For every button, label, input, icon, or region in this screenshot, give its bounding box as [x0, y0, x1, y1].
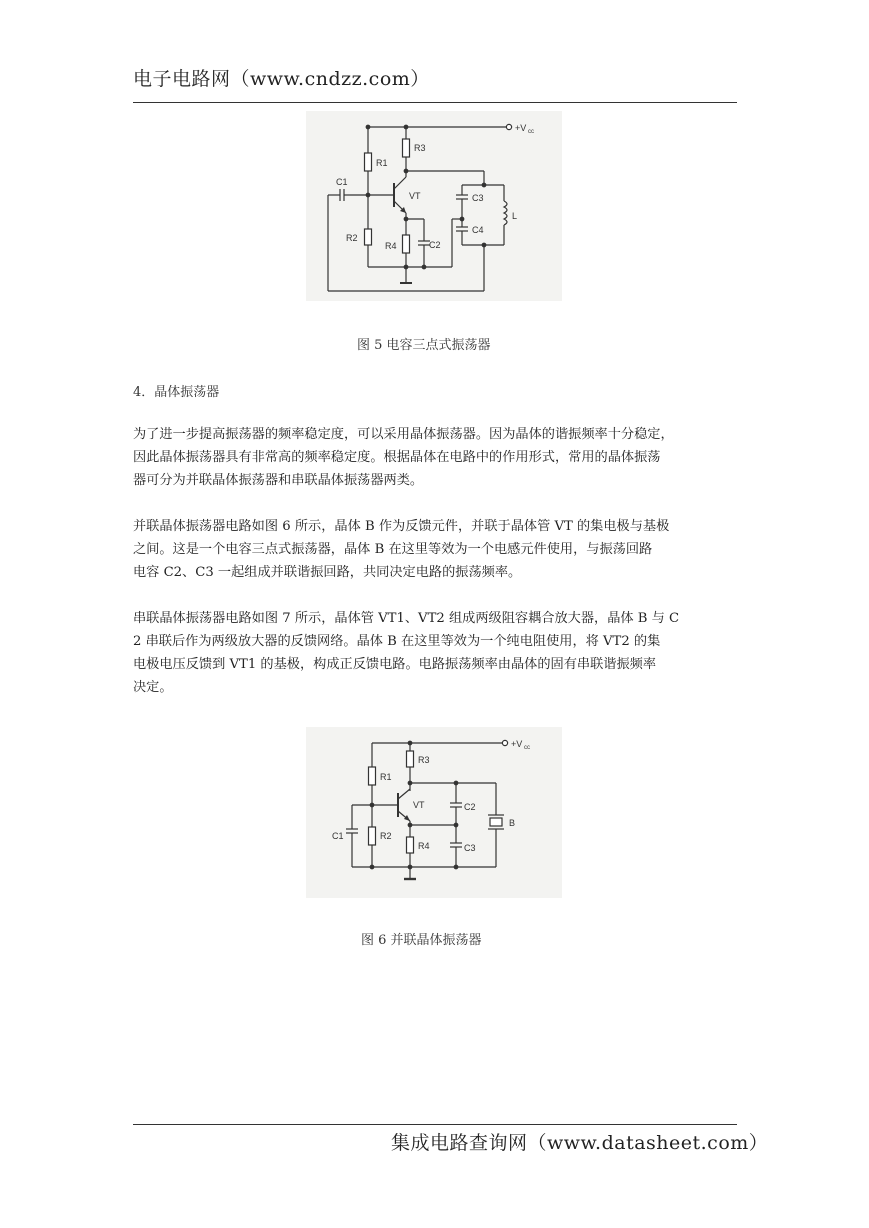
- figure-6-caption: 图 6 并联晶体振荡器: [361, 933, 482, 948]
- fig6-c1-label: C1: [332, 831, 344, 841]
- fig6-c2-label: C2: [464, 802, 476, 812]
- fig5-r4-label: R4: [385, 241, 397, 251]
- page-header: 电子电路网（www.cndzz.com）: [133, 68, 430, 90]
- fig6-r1-label: R1: [380, 772, 392, 782]
- fig5-r3-label: R3: [414, 143, 426, 153]
- fig5-r2-label: R2: [346, 233, 358, 243]
- paragraph-line: 为了进一步提高振荡器的频率稳定度，可以采用晶体振荡器。因为晶体的谐振频率十分稳定，: [133, 427, 674, 442]
- section-heading: 4．晶体振荡器: [133, 385, 220, 400]
- fig5-vt-label: VT: [409, 191, 421, 201]
- paragraph-line: 串联晶体振荡器电路如图 7 所示，晶体管 VT1、VT2 组成两级阻容耦合放大器，晶体 B 与 C: [133, 611, 680, 626]
- paragraph-1: [133, 423, 739, 492]
- figure-6-circuit: [306, 727, 562, 898]
- paragraph-line: 并联晶体振荡器电路如图 6 所示，晶体 B 作为反馈元件，并联于晶体管 VT 的集电极与基极: [133, 519, 670, 534]
- fig6-b-label: B: [509, 818, 516, 828]
- fig6-r4-label: R4: [418, 841, 430, 851]
- figure-5-circuit: [306, 111, 562, 301]
- paragraph-line: 2 串联后作为两级放大器的反馈网络。晶体 B 在这里等效为一个纯电阻使用，将 VT2 的集: [133, 634, 661, 649]
- fig6-c3-label: C3: [464, 843, 476, 853]
- fig6-r3-label: R3: [418, 755, 430, 765]
- footer-rule: [133, 1124, 737, 1125]
- fig6-vcc-sub: cc: [524, 745, 530, 751]
- fig5-c1-label: C1: [336, 177, 348, 187]
- paragraph-line: 因此晶体振荡器具有非常高的频率稳定度。根据晶体在电路中的作用形式，常用的晶体振荡: [133, 450, 661, 465]
- paragraph-2: [133, 515, 739, 584]
- page-footer: 集成电路查询网（www.datasheet.com）: [391, 1132, 769, 1154]
- fig5-vcc-sub: cc: [528, 129, 534, 135]
- fig5-c2-label: C2: [429, 240, 441, 250]
- fig6-vcc-label: +V: [511, 739, 523, 749]
- paragraph-line: 之间。这是一个电容三点式振荡器，晶体 B 在这里等效为一个电感元件使用，与振荡回路: [133, 542, 653, 557]
- fig6-vt-label: VT: [413, 800, 425, 810]
- fig5-c3-label: C3: [472, 193, 484, 203]
- paragraph-line: 电容 C2、C3 一起组成并联谐振回路，共同决定电路的振荡频率。: [133, 565, 522, 580]
- fig6-r2-label: R2: [380, 831, 392, 841]
- fig5-r1-label: R1: [376, 158, 388, 168]
- fig5-c4-label: C4: [472, 225, 484, 235]
- paragraph-3: [133, 607, 739, 699]
- paragraph-line: 器可分为并联晶体振荡器和串联晶体振荡器两类。: [133, 473, 424, 488]
- fig5-vcc-label: +V: [515, 123, 527, 133]
- figure-5-caption: 图 5 电容三点式振荡器: [357, 338, 491, 353]
- header-rule: [133, 102, 737, 103]
- paragraph-line: 电极电压反馈到 VT1 的基极，构成正反馈电路。电路振荡频率由晶体的固有串联谐振频率: [133, 657, 657, 672]
- fig5-l-label: L: [512, 211, 518, 221]
- paragraph-line: 决定。: [133, 680, 173, 695]
